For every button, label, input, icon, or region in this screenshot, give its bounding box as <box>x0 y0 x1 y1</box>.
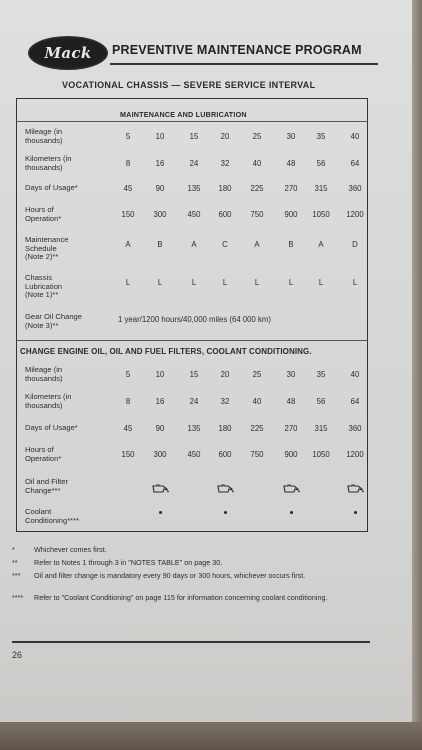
table-cell: 5 <box>125 370 131 379</box>
table-cell: L <box>157 278 163 287</box>
table-cell: 30 <box>286 370 296 379</box>
table-cell: 45 <box>123 424 133 433</box>
table-cell: 270 <box>284 424 298 433</box>
table-cell: 64 <box>350 397 360 406</box>
table-cell: 135 <box>187 184 201 193</box>
title-rule <box>110 63 378 65</box>
footnote <box>12 594 372 616</box>
row-label: Gear Oil Change (Note 3)** <box>25 312 82 330</box>
table-cell: 1050 <box>312 210 330 219</box>
row-label: Maintenance Schedule (Note 2)** <box>25 235 69 262</box>
row-label: Hours of Operation* <box>25 445 62 463</box>
table-cell: 600 <box>218 210 232 219</box>
coolant-mark <box>224 511 227 514</box>
section-maintenance-title: MAINTENANCE AND LUBRICATION <box>120 110 247 119</box>
table-cell: 300 <box>153 450 167 459</box>
table-cell: 180 <box>218 424 232 433</box>
table-cell: 8 <box>125 159 131 168</box>
table-cell: 40 <box>252 397 262 406</box>
table-cell: 600 <box>218 450 232 459</box>
mack-logo <box>28 36 108 70</box>
section-divider <box>16 340 368 341</box>
book-spine <box>412 0 422 740</box>
table-cell: 48 <box>286 159 296 168</box>
row-label: Kilometers (in thousands) <box>25 154 72 172</box>
table-cell: 300 <box>153 210 167 219</box>
table-cell: 15 <box>189 132 199 141</box>
footnote-mark: *** <box>12 571 21 580</box>
oil-can-icon <box>151 483 169 493</box>
row-label: Days of Usage* <box>25 183 78 192</box>
table-cell: 25 <box>252 370 262 379</box>
table-cell: 30 <box>286 132 296 141</box>
table-cell: L <box>125 278 131 287</box>
table-cell: 315 <box>314 424 328 433</box>
section-oil-change-title: CHANGE ENGINE OIL, OIL AND FUEL FILTERS, COOLANT CONDITIONING. <box>20 347 312 356</box>
table-cell: B <box>288 240 294 249</box>
coolant-mark <box>290 511 293 514</box>
table-cell: 1050 <box>312 450 330 459</box>
table-cell: A <box>191 240 197 249</box>
coolant-mark <box>159 511 162 514</box>
table-cell: 135 <box>187 424 201 433</box>
footnote-mark: ** <box>12 558 18 567</box>
table-cell: 16 <box>155 159 165 168</box>
section-divider <box>16 121 368 122</box>
table-cell: 900 <box>284 210 298 219</box>
footer-rule <box>12 641 370 643</box>
table-cell: 225 <box>250 424 264 433</box>
table-cell: 90 <box>155 184 165 193</box>
table-cell: 150 <box>121 450 135 459</box>
logo-text: Mack <box>44 44 92 62</box>
table-cell: 20 <box>220 132 230 141</box>
table-cell: 360 <box>348 424 362 433</box>
row-label: Kilometers (in thousands) <box>25 392 72 410</box>
row-label: Hours of Operation* <box>25 205 62 223</box>
table-cell: D <box>352 240 358 249</box>
table-cell: 750 <box>250 210 264 219</box>
table-cell: L <box>318 278 324 287</box>
table-cell: 450 <box>187 210 201 219</box>
page-header <box>10 32 378 70</box>
row-label: Mileage (in thousands) <box>25 127 63 145</box>
table-cell: A <box>254 240 260 249</box>
row-label: Oil and Filter Change*** <box>25 477 69 495</box>
table-cell: 180 <box>218 184 232 193</box>
footnote-text: Whichever comes first. <box>34 545 107 554</box>
table-cell: B <box>157 240 163 249</box>
row-label: Mileage (in thousands) <box>25 365 63 383</box>
table-cell: 750 <box>250 450 264 459</box>
footnote <box>12 572 372 594</box>
table-cell: C <box>222 240 228 249</box>
table-cell: 360 <box>348 184 362 193</box>
table-cell: 45 <box>123 184 133 193</box>
table-cell: 225 <box>250 184 264 193</box>
footnote-mark: * <box>12 545 15 554</box>
table-cell: 90 <box>155 424 165 433</box>
table-cell: 35 <box>316 370 326 379</box>
table-cell: 15 <box>189 370 199 379</box>
table-cell: 56 <box>316 159 326 168</box>
table-cell: 315 <box>314 184 328 193</box>
table-cell: 32 <box>220 159 230 168</box>
table-cell: 25 <box>252 132 262 141</box>
table-cell: L <box>222 278 228 287</box>
page-title: PREVENTIVE MAINTENANCE PROGRAM <box>112 43 362 57</box>
table-cell: 16 <box>155 397 165 406</box>
table-cell: A <box>125 240 131 249</box>
footnote-text: Refer to Notes 1 through 3 in "NOTES TABLE" on page 30. <box>34 558 223 567</box>
table-cell: 35 <box>316 132 326 141</box>
background-surface <box>0 722 422 750</box>
table-cell: A <box>318 240 324 249</box>
table-cell: L <box>352 278 358 287</box>
table-cell: 450 <box>187 450 201 459</box>
table-cell: 270 <box>284 184 298 193</box>
table-cell: 56 <box>316 397 326 406</box>
footnote-text: Oil and filter change is mandatory every 90 days or 300 hours, whichever occurs first. <box>34 571 306 580</box>
footnote-text: Refer to "Coolant Conditioning" on page 115 for information concerning coolant conditioning. <box>34 593 328 602</box>
table-cell: 24 <box>189 159 199 168</box>
coolant-mark <box>354 511 357 514</box>
table-cell: 8 <box>125 397 131 406</box>
table-cell: 150 <box>121 210 135 219</box>
table-cell: 20 <box>220 370 230 379</box>
table-cell: 10 <box>155 132 165 141</box>
table-cell: 40 <box>252 159 262 168</box>
page-number: 26 <box>12 650 23 660</box>
oil-can-icon <box>346 483 364 493</box>
table-cell: 900 <box>284 450 298 459</box>
row-label: Chassis Lubrication (Note 1)** <box>25 273 63 300</box>
table-cell: L <box>191 278 197 287</box>
oil-can-icon <box>216 483 234 493</box>
gear-oil-interval: 1 year/1200 hours/40,000 miles (64 000 km) <box>118 315 271 324</box>
table-cell: L <box>254 278 260 287</box>
table-cell: 32 <box>220 397 230 406</box>
table-cell: 48 <box>286 397 296 406</box>
table-cell: 1200 <box>346 210 364 219</box>
row-label: Coolant Conditioning**** <box>25 507 80 525</box>
oil-can-icon <box>282 483 300 493</box>
table-cell: 1200 <box>346 450 364 459</box>
table-cell: L <box>288 278 294 287</box>
row-label: Days of Usage* <box>25 423 78 432</box>
page-subtitle: VOCATIONAL CHASSIS — SEVERE SERVICE INTERVAL <box>62 80 316 90</box>
table-cell: 24 <box>189 397 199 406</box>
table-cell: 10 <box>155 370 165 379</box>
footnote-mark: **** <box>12 593 24 602</box>
table-cell: 64 <box>350 159 360 168</box>
table-cell: 40 <box>350 370 360 379</box>
table-cell: 40 <box>350 132 360 141</box>
table-cell: 5 <box>125 132 131 141</box>
